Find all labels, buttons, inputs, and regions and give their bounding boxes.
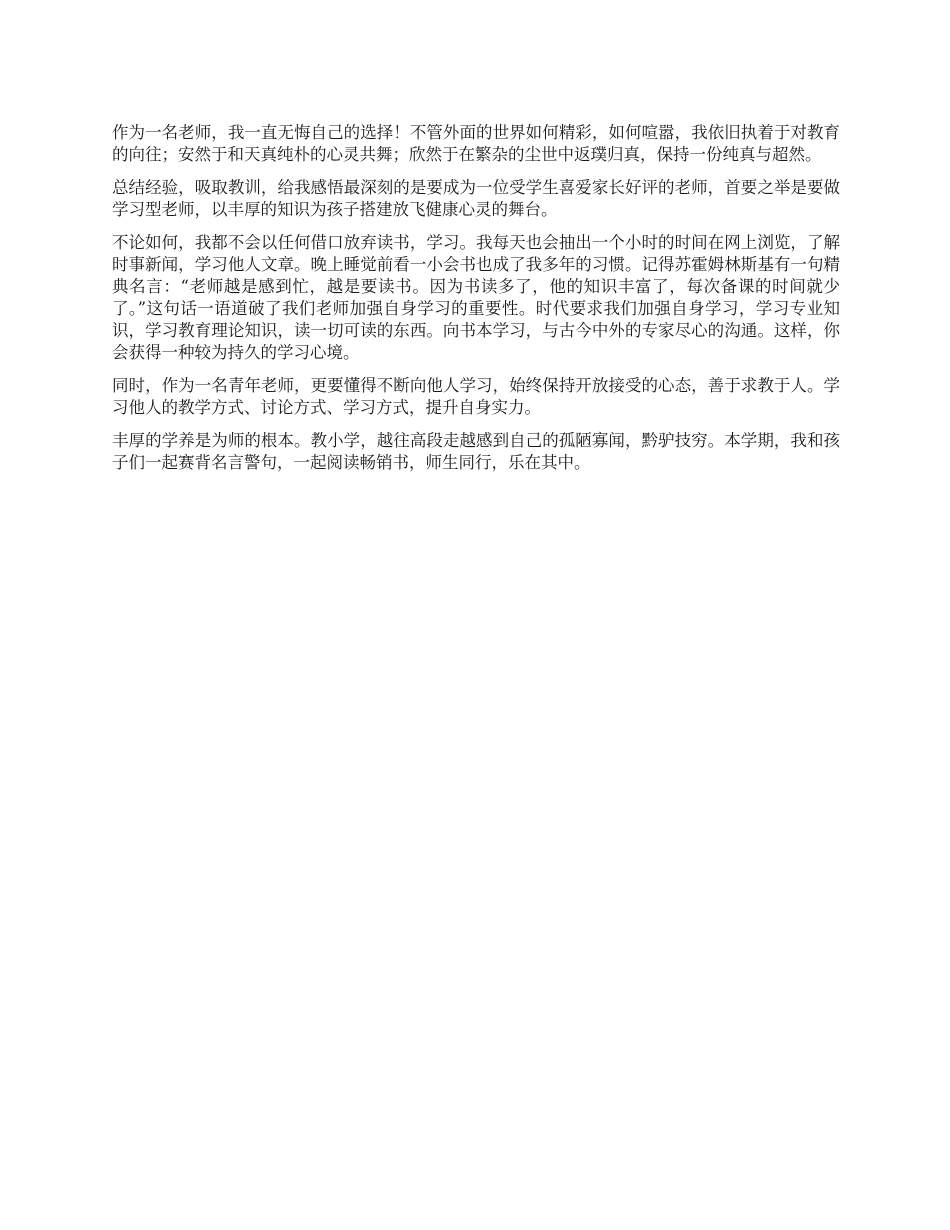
- paragraph-3: 不论如何，我都不会以任何借口放弃读书，学习。我每天也会抽出一个小时的时间在网上浏览，了解时事新闻，学习他人文章。晚上睡觉前看一小会书也成了我多年的习惯。记得苏霍姆林斯基有一句精典名言：“老师越是感到忙，越是要读书。因为书读多了，他的知识丰富了，每次备课的时间就少了。”这句话一语道破了我们老师加强自身学习的重要性。时代要求我们加强自身学习，学习专业知识，学习教育理论知识，读一切可读的东西。向书本学习，与古今中外的专家尽心的沟通。这样，你会获得一种较为持久的学习心境。: [112, 233, 840, 362]
- paragraph-4: 同时，作为一名青年老师，更要懂得不断向他人学习，始终保持开放接受的心态，善于求教于人。学习他人的教学方式、讨论方式、学习方式，提升自身实力。: [112, 376, 840, 417]
- paragraph-2: 总结经验，吸取教训，给我感悟最深刻的是要成为一位受学生喜爱家长好评的老师，首要之举是要做学习型老师，以丰厚的知识为孩子搭建放飞健康心灵的舞台。: [112, 178, 840, 219]
- paragraph-5: 丰厚的学养是为师的根本。教小学，越往高段走越感到自己的孤陋寡闻，黔驴技穷。本学期，我和孩子们一起赛背名言警句，一起阅读畅销书，师生同行，乐在其中。: [112, 431, 840, 472]
- document-page: [112, 122, 840, 485]
- paragraph-1: 作为一名老师，我一直无悔自己的选择！不管外面的世界如何精彩，如何喧嚣，我依旧执着于对教育的向往；安然于和天真纯朴的心灵共舞；欣然于在繁杂的尘世中返璞归真，保持一份纯真与超然。: [112, 123, 840, 164]
